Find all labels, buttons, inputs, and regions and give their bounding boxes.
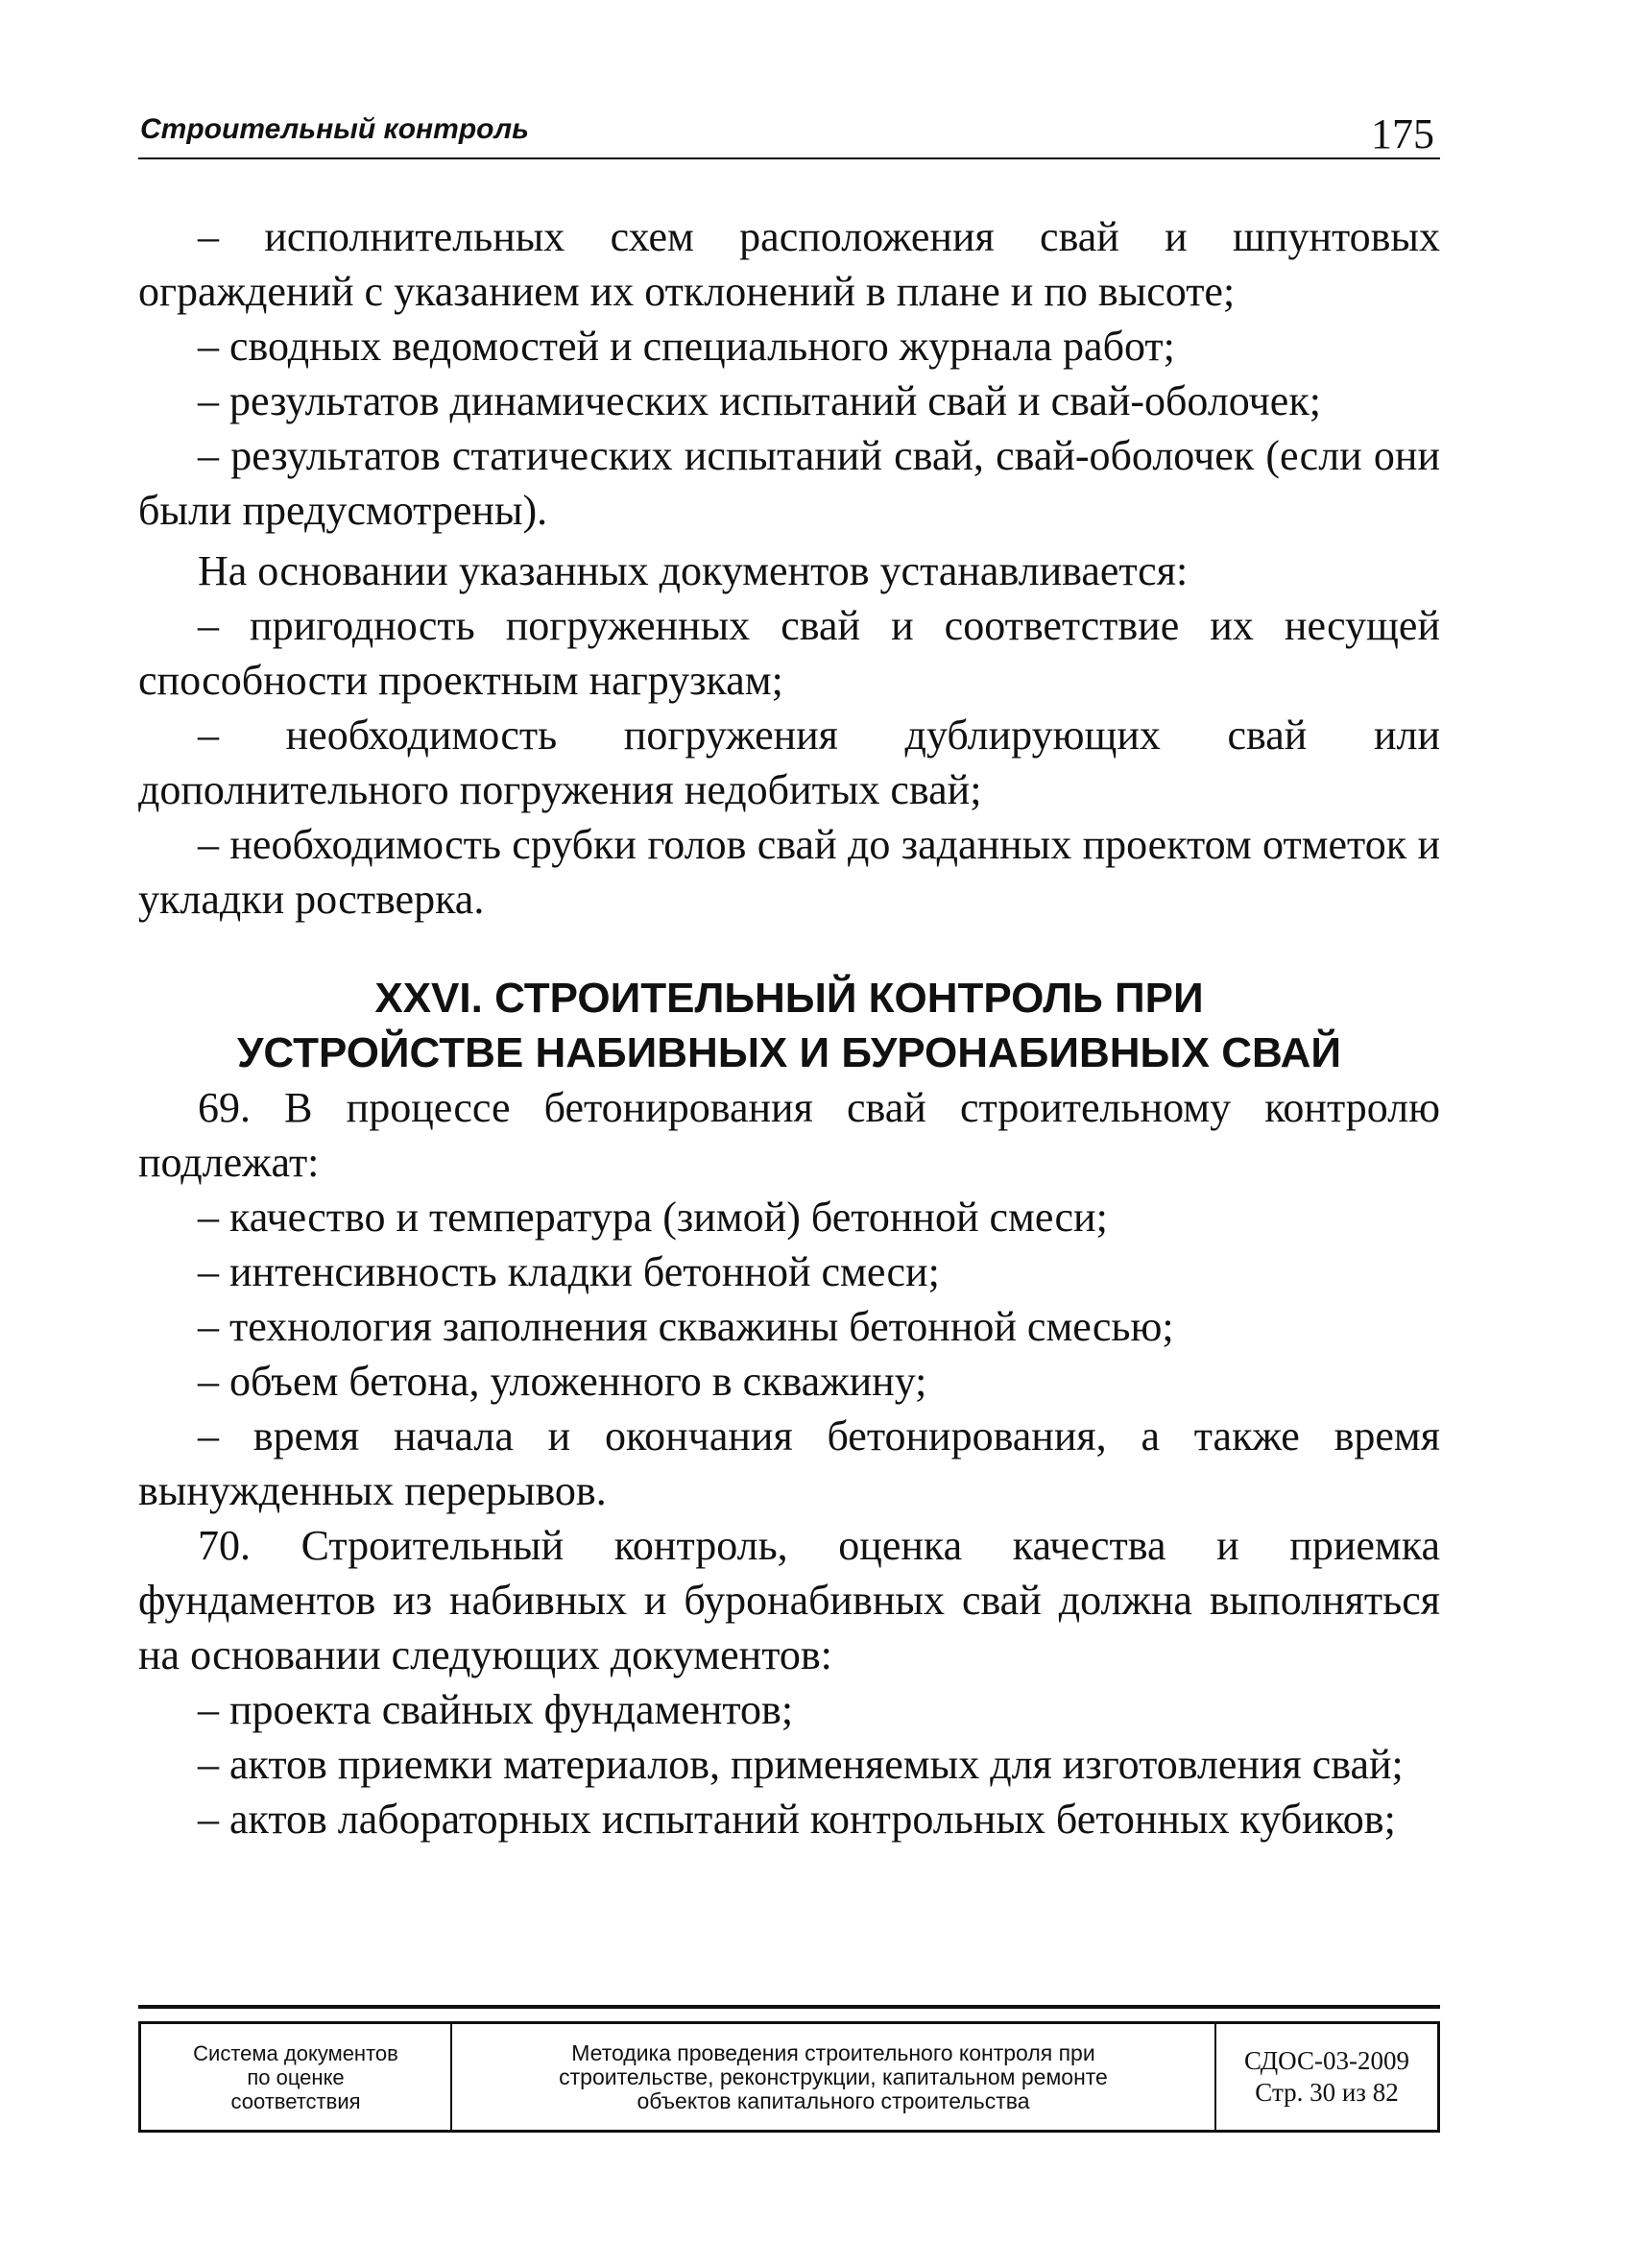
paragraph: – результатов статических испытаний свай, свай-оболочек (если они были предусмотрены).	[138, 432, 1440, 534]
footer-method-line: строительстве, реконструкции, капитальном ремонте	[559, 2063, 1108, 2089]
paragraph: – технология заполнения скважины бетонной смесью;	[198, 1303, 1174, 1350]
footer-page-of: Стр. 30 из 82	[1255, 2078, 1399, 2107]
footer-system-line: Система документов	[193, 2040, 398, 2065]
paragraph: – объем бетона, уложенного в скважину;	[198, 1358, 927, 1405]
paragraph: 70. Строительный контроль, оценка качества и приемка фундаментов из набивных и буронабивных свай должна выполняться на основании следующих документов:	[138, 1522, 1440, 1678]
paragraph: На основании указанных документов устанавливается:	[198, 547, 1189, 594]
footer-system-line: по оценке	[247, 2064, 345, 2089]
paragraph: – интенсивность кладки бетонной смеси;	[198, 1248, 940, 1295]
footer-system-line: соответствия	[230, 2088, 361, 2113]
paragraph: – сводных ведомостей и специального журнала работ;	[198, 323, 1175, 370]
paragraph: – качество и температура (зимой) бетонной смеси;	[198, 1194, 1108, 1241]
running-title: Строительный контроль	[140, 113, 529, 145]
paragraph: – исполнительных схем расположения свай и шпунтовых ограждений с указанием их отклонений в плане и по высоте;	[138, 213, 1440, 315]
footer-divider	[138, 2005, 1440, 2009]
section-heading-line: УСТРОЙСТВЕ НАБИВНЫХ И БУРОНАБИВНЫХ СВАЙ	[237, 1029, 1341, 1076]
paragraph: – необходимость срубки голов свай до заданных проектом отметок и укладки ростверка.	[138, 821, 1440, 923]
page-number: 175	[1371, 110, 1434, 157]
running-header	[138, 108, 1440, 159]
footer-doc-code: СДОС-03-2009	[1244, 2046, 1409, 2075]
paragraph: – время начала и окончания бетонирования, а также время вынужденных перерывов.	[138, 1412, 1440, 1514]
paragraph: – проекта свайных фундаментов;	[198, 1686, 794, 1733]
footer-system-cell	[141, 2024, 452, 2130]
paragraph: – актов приемки материалов, применяемых для изготовления свай;	[198, 1741, 1404, 1788]
section-heading-line: XXVI. СТРОИТЕЛЬНЫЙ КОНТРОЛЬ ПРИ	[374, 975, 1204, 1022]
paragraph: – результатов динамических испытаний свай и свай-оболочек;	[198, 377, 1321, 424]
body-text	[138, 209, 1440, 1846]
footer-table	[138, 2021, 1440, 2133]
paragraph: – необходимость погружения дублирующих свай или дополнительного погружения недобитых свай;	[138, 712, 1440, 813]
footer-method-line: Методика проведения строительного контроля при	[571, 2039, 1095, 2065]
footer-method-cell	[452, 2024, 1216, 2130]
paragraph: – актов лабораторных испытаний контрольных бетонных кубиков;	[198, 1796, 1396, 1843]
section-heading	[138, 971, 1440, 1080]
paragraph: – пригодность погруженных свай и соответствие их несущей способности проектным нагрузкам;	[138, 602, 1440, 704]
paragraph: 69. В процессе бетонирования свай строительному контролю подлежат:	[138, 1084, 1440, 1186]
footer-code-cell	[1216, 2024, 1437, 2130]
footer-method-line: объектов капитального строительства	[637, 2087, 1030, 2113]
